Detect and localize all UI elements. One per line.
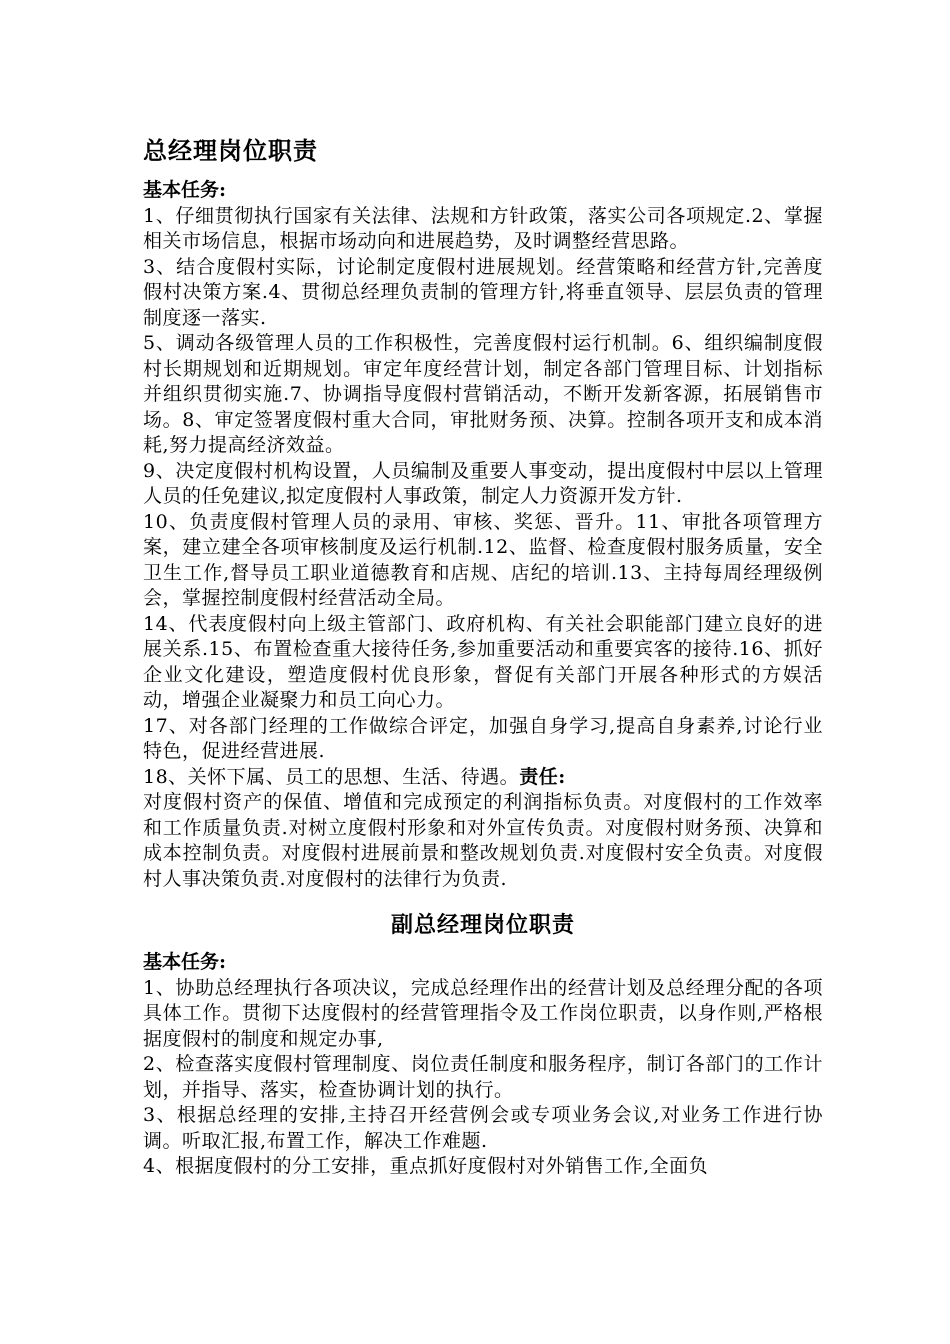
section2-paragraph-1: 1、协助总经理执行各项决议，完成总经理作出的经营计划及总经理分配的各项具体工作。贯彻下达度假村的经营管理指令及工作岗位职责，以身作则,严格根据度假村的制度和规定办事, — [143, 976, 823, 1050]
section1-paragraph-7: 17、对各部门经理的工作做综合评定，加强自身学习,提高自身素养,讨论行业特色，促进经营进展. — [143, 714, 823, 762]
section1-paragraph-1: 1、仔细贯彻执行国家有关法律、法规和方针政策，落实公司各项规定.2、掌握相关市场信息，根据市场动向和进展趋势，及时调整经营思路。 — [143, 204, 823, 252]
section1-paragraph-18 — [143, 765, 823, 791]
section1-p18-text: 18、关怀下属、员工的思想、生活、待遇。 — [143, 765, 520, 788]
responsibility-label: 责任: — [519, 765, 566, 788]
responsibility-text: 对度假村资产的保值、增值和完成预定的利润指标负责。对度假村的工作效率和工作质量负责.对树立度假村形象和对外宣传负责。对度假村财务预、决算和成本控制负责。对度假村进展前景和整改规划负责.对度假村安全负责。对度假村人事决策负责.对度假村的法律行为负责. — [143, 791, 823, 890]
section2-basic-label: 基本任务: — [143, 951, 227, 973]
section1-paragraph-5: 10、负责度假村管理人员的录用、审核、奖惩、晋升。11、审批各项管理方案，建立建全各项审核制度及运行机制.12、监督、检查度假村服务质量，安全卫生工作,督导员工职业道德教育和店规、店纪的培训.13、主持每周经理级例会，掌握控制度假村经营活动全局。 — [143, 510, 823, 609]
section1-paragraph-6: 14、代表度假村向上级主管部门、政府机构、有关社会职能部门建立良好的进展关系.15、布置检查重大接待任务,参加重要活动和重要宾客的接待.16、抓好企业文化建设，塑造度假村优良形象，督促有关部门开展各种形式的方娱活动，增强企业凝聚力和员工向心力。 — [143, 612, 823, 711]
section1-title: 总经理岗位职责 — [143, 136, 318, 165]
section2-paragraph-4: 4、根据度假村的分工安排，重点抓好度假村对外销售工作,全面负 — [143, 1155, 709, 1177]
section1-paragraph-3: 5、调动各级管理人员的工作积极性，完善度假村运行机制。6、组织编制度假村长期规划和近期规划。审定年度经营计划，制定各部门管理目标、计划指标并组织贯彻实施.7、协调指导度假村营销活动，不断开发新客源，拓展销售市场。8、审定签署度假村重大合同，审批财务预、决算。控制各项开支和成本消耗,努力提高经济效益。 — [143, 332, 823, 456]
section2-paragraph-3: 3、根据总经理的安排,主持召开经营例会或专项业务会议,对业务工作进行协调。听取汇报,布置工作，解决工作难题. — [143, 1104, 823, 1152]
section2-title: 副总经理岗位职责 — [390, 912, 575, 938]
section1-paragraph-2: 3、结合度假村实际，讨论制定度假村进展规划。经营策略和经营方针,完善度假村决策方案.4、贯彻总经理负责制的管理方针,将垂直领导、层层负责的管理制度逐一落实. — [143, 255, 823, 329]
section1-paragraph-4: 9、决定度假村机构设置，人员编制及重要人事变动，提出度假村中层以上管理人员的任免建议,拟定度假村人事政策，制定人力资源开发方针. — [143, 459, 823, 507]
section2-paragraph-2: 2、检查落实度假村管理制度、岗位责任制度和服务程序，制订各部门的工作计划，并指导、落实，检查协调计划的执行。 — [143, 1053, 823, 1101]
section1-basic-label: 基本任务: — [143, 179, 227, 201]
document-page — [143, 136, 823, 1180]
